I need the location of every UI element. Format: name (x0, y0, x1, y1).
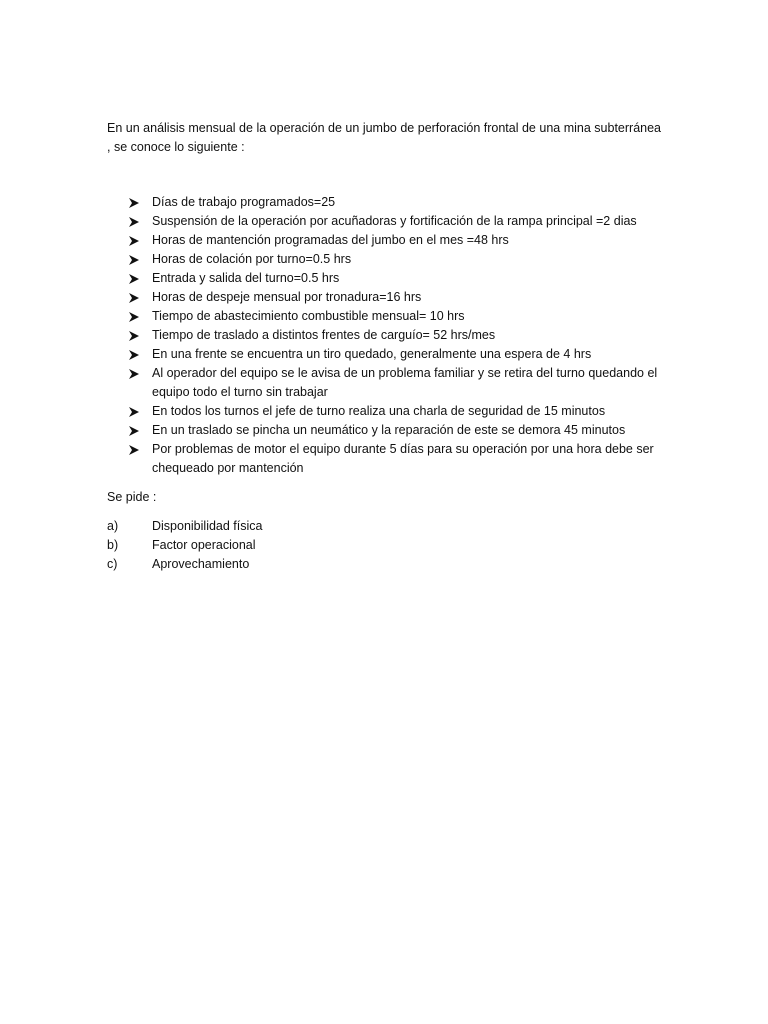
list-item (107, 250, 661, 269)
conditions-list (107, 193, 661, 478)
list-item-text: Entrada y salida del turno=0.5 hrs (152, 271, 340, 285)
list-item-text: Al operador del equipo se le avisa de un problema familiar y se retira del turno quedando el equipo todo el turno sin trabajar (152, 366, 658, 399)
list-item (107, 402, 661, 421)
list-item-text: Horas de mantención programadas del jumbo en el mes =48 hrs (152, 233, 509, 247)
ask-heading: Se pide : (107, 490, 157, 504)
list-item-text: Tiempo de abastecimiento combustible mensual= 10 hrs (152, 309, 465, 323)
list-item (107, 193, 661, 212)
list-item (107, 288, 661, 307)
question-marker: b) (107, 538, 119, 552)
list-item-text: Suspensión de la operación por acuñadoras y fortificación de la rampa principal =2 dias (152, 214, 637, 228)
question-text: Factor operacional (152, 538, 256, 552)
question-text: Disponibilidad física (152, 519, 263, 533)
list-item (107, 326, 661, 345)
document-page (107, 119, 661, 574)
question-item (107, 536, 661, 555)
list-item-text: Tiempo de traslado a distintos frentes de carguío= 52 hrs/mes (152, 328, 496, 342)
list-item (107, 364, 661, 402)
right-arrowhead-icon (129, 250, 143, 269)
list-item (107, 231, 661, 250)
question-item (107, 517, 661, 536)
list-item-text: En un traslado se pincha un neumático y la reparación de este se demora 45 minutos (152, 423, 626, 437)
right-arrowhead-icon (129, 231, 143, 250)
questions-list (107, 517, 661, 574)
right-arrowhead-icon (129, 440, 143, 459)
right-arrowhead-icon (129, 402, 143, 421)
right-arrowhead-icon (129, 193, 143, 212)
right-arrowhead-icon (129, 364, 143, 383)
list-item-text: Horas de despeje mensual por tronadura=16 hrs (152, 290, 422, 304)
question-marker: c) (107, 557, 118, 571)
right-arrowhead-icon (129, 269, 143, 288)
question-marker: a) (107, 519, 119, 533)
right-arrowhead-icon (129, 345, 143, 364)
list-item (107, 345, 661, 364)
right-arrowhead-icon (129, 421, 143, 440)
list-item (107, 269, 661, 288)
list-item-text: Por problemas de motor el equipo durante 5 días para su operación por una hora debe ser chequeado por mantención (152, 442, 654, 475)
right-arrowhead-icon (129, 307, 143, 326)
intro-paragraph: En un análisis mensual de la operación de un jumbo de perforación frontal de una mina subterránea , se conoce lo siguiente : (107, 121, 661, 154)
list-item (107, 440, 661, 478)
list-item-text: Horas de colación por turno=0.5 hrs (152, 252, 352, 266)
right-arrowhead-icon (129, 212, 143, 231)
list-item (107, 212, 661, 231)
list-item-text: En una frente se encuentra un tiro quedado, generalmente una espera de 4 hrs (152, 347, 592, 361)
question-text: Aprovechamiento (152, 557, 250, 571)
list-item (107, 307, 661, 326)
list-item-text: En todos los turnos el jefe de turno realiza una charla de seguridad de 15 minutos (152, 404, 606, 418)
list-item-text: Días de trabajo programados=25 (152, 195, 336, 209)
right-arrowhead-icon (129, 288, 143, 307)
question-item (107, 555, 661, 574)
right-arrowhead-icon (129, 326, 143, 345)
list-item (107, 421, 661, 440)
